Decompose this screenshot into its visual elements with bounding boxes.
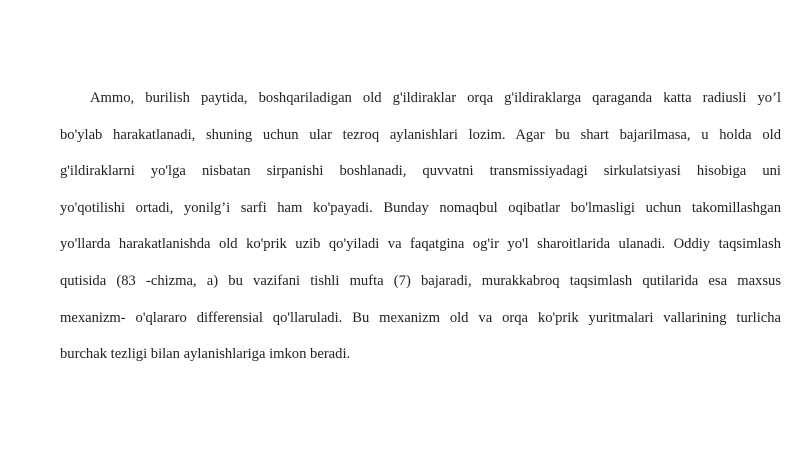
paragraph-line: Ammo, burilish paytida, boshqariladigan old g'ildiraklar orqa g'ildiraklarga qaraganda katta radiusli yo’l bbox=[90, 90, 781, 106]
paragraph-line: g'ildiraklarni yo'lga nisbatan sirpanishi boshlanadi, quvvatni transmissiyadagi sirkulatsiyasi hisobiga uni bbox=[60, 163, 781, 180]
paragraph-line: bo'ylab harakatlanadi, shuning uchun ular tezroq aylanishlari lozim. Agar bu shart bajarilmasa, u holda old bbox=[60, 126, 781, 143]
paragraph-line: yo'qotilishi ortadi, yonilg’i sarfi ham ko'payadi. Bunday nomaqbul oqibatlar bo'lmasligi uchun takomillashgan bbox=[60, 199, 781, 216]
paragraph-line: burchak tezligi bilan aylanishlariga imkon beradi. bbox=[60, 346, 351, 363]
paragraph bbox=[60, 91, 781, 384]
paragraph-line: yo'llarda harakatlanishda old ko'prik uzib qo'yiladi va faqatgina og'ir yo'l sharoitlarida ulanadi. Oddiy taqsimlash bbox=[60, 236, 781, 253]
paragraph-line: mexanizm- o'qlararo differensial qo'llaruladi. Bu mexanizm old va orqa ko'prik yuritmalari vallarining turlicha bbox=[60, 309, 781, 326]
paragraph-line: qutisida (83 -chizma, a) bu vazifani tishli mufta (7) bajaradi, murakkabroq taqsimlash qutilarida esa maxsus bbox=[60, 272, 781, 289]
